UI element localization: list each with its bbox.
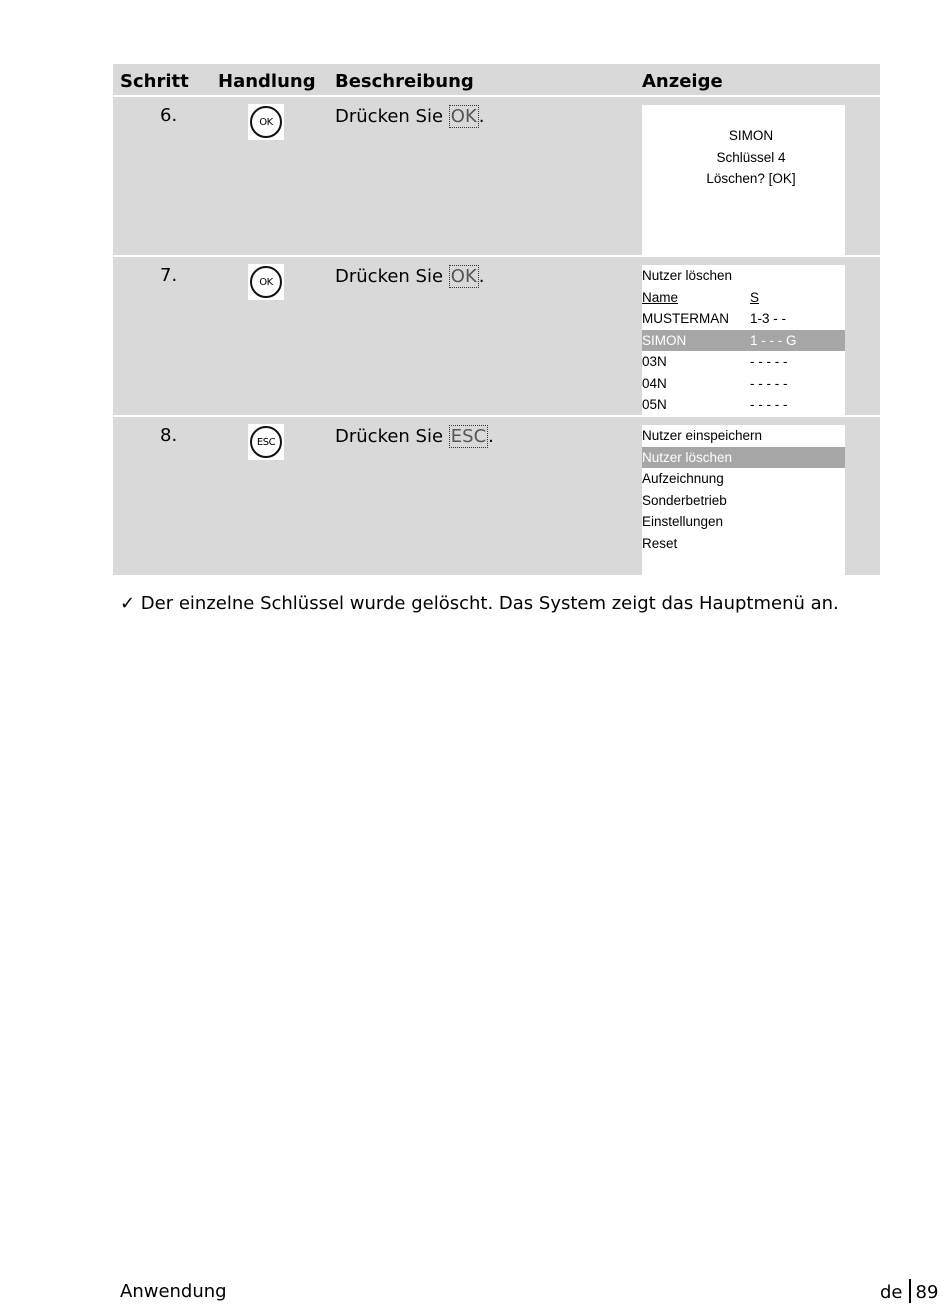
table-row [113, 417, 880, 577]
list-item: 04N - - - - - [642, 375, 788, 391]
screen-line: SIMON [728, 128, 774, 143]
screen-header: Name S [642, 289, 760, 305]
menu-item: Einstellungen [642, 514, 724, 529]
header-step: Schritt [120, 71, 189, 92]
list-item: MUSTERMAN 1-3 - - [642, 311, 787, 326]
display-screen [642, 105, 845, 255]
step-number: 7. [160, 265, 178, 286]
menu-item-selected: Nutzer löschen [642, 447, 845, 469]
table-row [113, 97, 880, 257]
result-text: ✓ Der einzelne Schlüssel wurde gelöscht. Das System zeigt das Hauptmenü an. [120, 593, 839, 614]
footer-lang: de [880, 1282, 903, 1303]
key-label: OK [450, 106, 477, 127]
esc-button-icon: ESC [248, 424, 284, 460]
footer-divider [909, 1279, 911, 1303]
menu-item: Sonderbetrieb [642, 492, 727, 508]
key-label: OK [450, 266, 477, 287]
screen-title: Nutzer löschen [642, 268, 733, 283]
list-item: 03N - - - - - [642, 354, 788, 369]
display-screen [642, 425, 845, 575]
screen-line: Löschen? [OK] [706, 171, 796, 186]
table-header [113, 64, 880, 97]
list-item-selected: SIMON 1 - - - G [642, 330, 845, 352]
header-display: Anzeige [642, 71, 723, 92]
footer-page [880, 1281, 938, 1305]
footer-section: Anwendung [120, 1281, 227, 1302]
step-number: 6. [160, 105, 178, 126]
page-number: 89 [915, 1282, 939, 1303]
steps-table [113, 64, 880, 577]
menu-item: Reset [642, 535, 678, 551]
step-number: 8. [160, 425, 178, 446]
list-item: 05N - - - - - [642, 397, 788, 412]
header-description: Beschreibung [335, 71, 474, 92]
step-description: Drücken Sie OK . [335, 106, 485, 127]
menu-item: Aufzeichnung [642, 471, 724, 486]
ok-button-icon: OK [248, 104, 284, 140]
table-row [113, 257, 880, 417]
header-action: Handlung [218, 71, 316, 92]
menu-item: Nutzer einspeichern [642, 428, 763, 443]
step-description: Drücken Sie OK . [335, 266, 485, 287]
key-label: ESC [450, 426, 487, 447]
step-description: Drücken Sie ESC . [335, 426, 494, 447]
screen-line: Schlüssel 4 [716, 149, 786, 165]
display-screen [642, 265, 845, 415]
ok-button-icon: OK [248, 264, 284, 300]
